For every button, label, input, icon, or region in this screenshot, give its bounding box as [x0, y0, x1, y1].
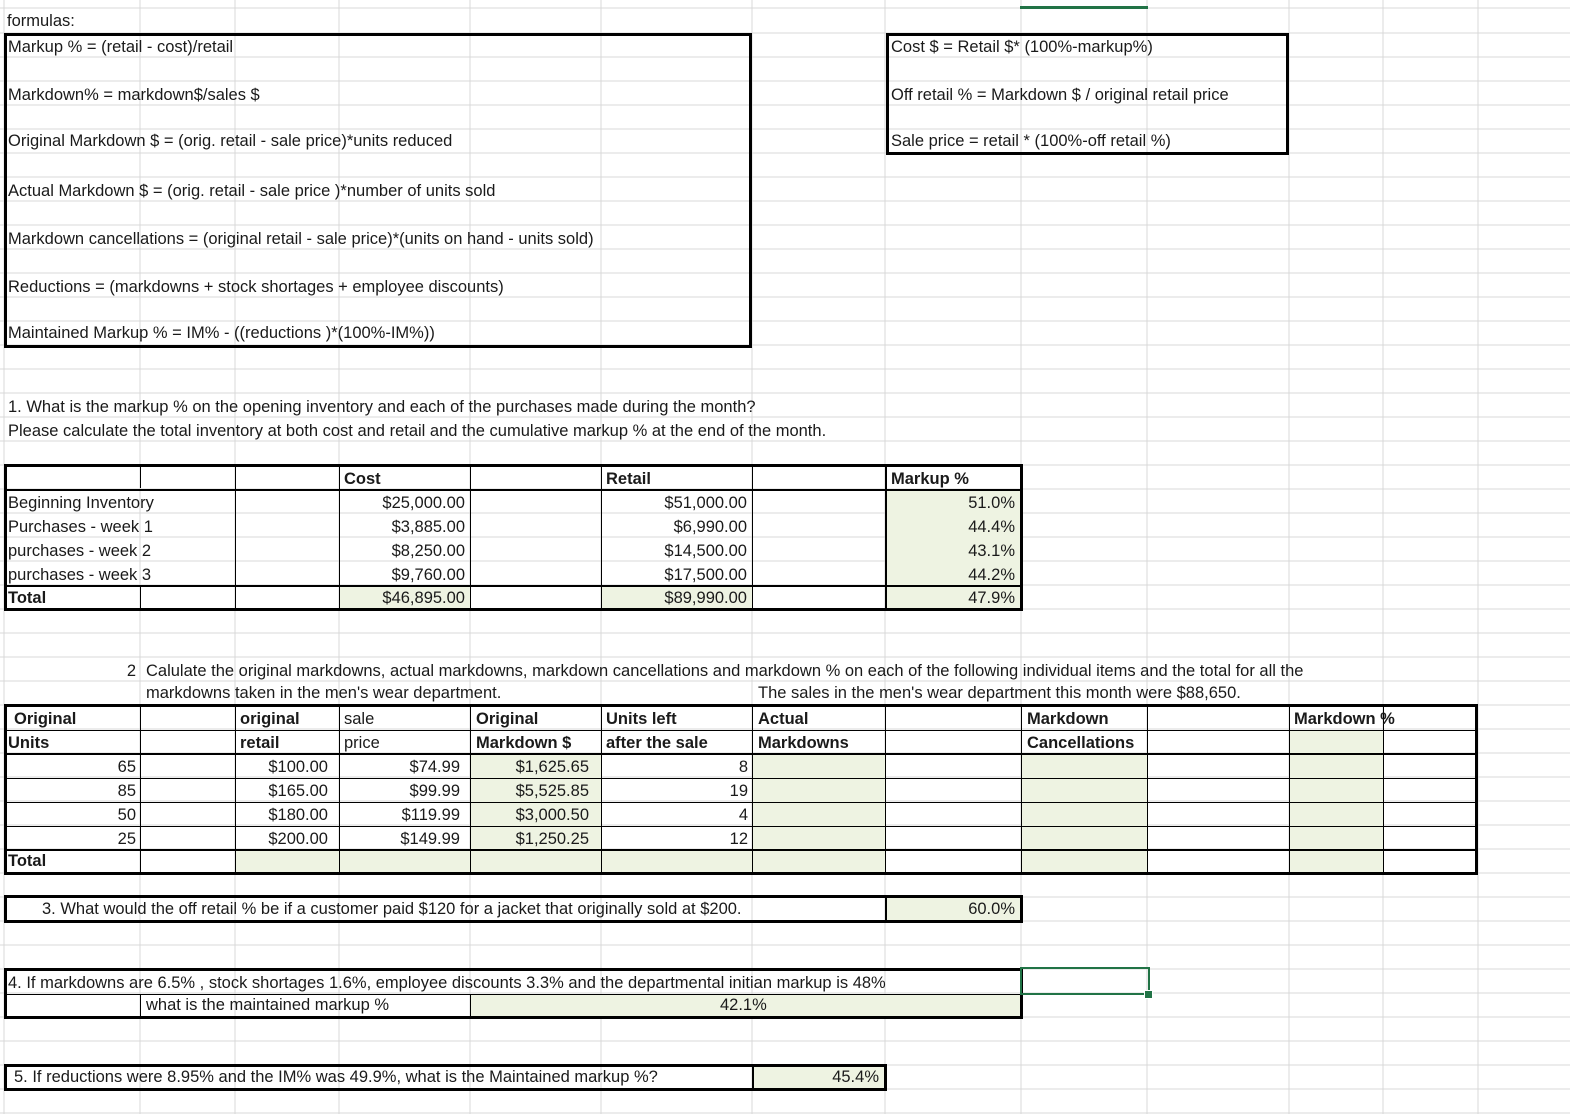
q2-header-divider: [4, 753, 1478, 755]
q1-row-cost[interactable]: $8,250.00: [391, 542, 465, 560]
q1-question-line2[interactable]: Please calculate the total inventory at both cost and retail and the cumulative markup % at the end of the month.: [8, 422, 827, 440]
q2-row-retail[interactable]: $180.00: [268, 806, 328, 824]
q5-question[interactable]: 5. If reductions were 8.95% and the IM% was 49.9%, what is the Maintained markup %?: [14, 1068, 658, 1086]
column-selection-indicator: [1020, 6, 1148, 9]
q2-row-divider: [4, 730, 1478, 731]
q2-row-units-left[interactable]: 8: [738, 758, 748, 776]
q2-sales-note[interactable]: The sales in the men's wear department this month were $88,650.: [758, 684, 1241, 702]
q1-total-divider: [4, 585, 1023, 587]
q1-row-cost[interactable]: $25,000.00: [382, 494, 465, 512]
q2-row-divider: [4, 778, 1478, 779]
formula-original-markdown[interactable]: Original Markdown $ = (orig. retail - sale price)*units reduced: [8, 132, 453, 150]
q3-question[interactable]: 3. What would the off retail % be if a customer paid $120 for a jacket that originally sold at $200.: [42, 900, 742, 918]
q2-total-fill: [1289, 851, 1383, 873]
q1-total-label[interactable]: Total: [8, 589, 47, 607]
q1-header-retail[interactable]: Retail: [606, 470, 651, 488]
formulas-title: formulas:: [7, 12, 75, 30]
formula-markdown-pct[interactable]: Markdown% = markdown$/sales $: [8, 86, 260, 104]
q2-vline: [1147, 704, 1148, 875]
q1-row-retail[interactable]: $6,990.00: [673, 518, 747, 536]
q2-question-line1[interactable]: Calulate the original markdowns, actual markdowns, markdown cancellations and markdown % on each of the following individual items and the total for all the: [146, 662, 1304, 680]
q2-header-omd-1[interactable]: Original: [476, 710, 539, 728]
q2-header-retail-1[interactable]: original: [240, 710, 300, 728]
q1-header-divider: [4, 489, 1023, 491]
q1-row-markup[interactable]: 51.0%: [968, 494, 1015, 512]
formula-cost[interactable]: Cost $ = Retail $* (100%-markup%): [891, 38, 1153, 56]
q1-vline: [140, 586, 141, 610]
q2-row-orig-markdown[interactable]: $1,250.25: [515, 830, 589, 848]
q2-total-fill: [235, 851, 752, 873]
q2-row-units-left[interactable]: 12: [729, 830, 748, 848]
q2-row-units[interactable]: 50: [117, 806, 136, 824]
q1-header-cost[interactable]: Cost: [344, 470, 381, 488]
q1-total-cost[interactable]: $46,895.00: [382, 589, 465, 607]
q2-row-divider: [4, 802, 1478, 803]
q2-row-retail[interactable]: $165.00: [268, 782, 328, 800]
q2-vline: [752, 704, 753, 875]
q1-row-markup[interactable]: 43.1%: [968, 542, 1015, 560]
formula-off-retail[interactable]: Off retail % = Markdown $ / original retail price: [891, 86, 1229, 104]
q2-header-left-2[interactable]: after the sale: [606, 734, 708, 752]
q1-row-markup[interactable]: 44.2%: [968, 566, 1015, 584]
q1-row-retail[interactable]: $14,500.00: [664, 542, 747, 560]
q2-vline: [1021, 704, 1022, 875]
q2-header-sale-1[interactable]: sale: [344, 710, 375, 728]
fill-handle[interactable]: [1144, 990, 1153, 999]
q2-row-units[interactable]: 85: [117, 782, 136, 800]
q2-vline: [885, 704, 886, 875]
q5-answer[interactable]: 45.4%: [832, 1068, 879, 1086]
q2-question-line2[interactable]: markdowns taken in the men's wear department.: [146, 684, 502, 702]
q2-row-retail[interactable]: $100.00: [268, 758, 328, 776]
q1-question-line1[interactable]: 1. What is the markup % on the opening inventory and each of the purchases made during the month?: [8, 398, 756, 416]
q2-header-left-1[interactable]: Units left: [606, 710, 677, 728]
q2-total-label[interactable]: Total: [8, 852, 47, 870]
q2-total-fill: [752, 851, 885, 873]
q2-row-units[interactable]: 25: [117, 830, 136, 848]
q2-header-units-1[interactable]: Original: [14, 710, 77, 728]
q2-row-sale[interactable]: $119.99: [401, 806, 460, 824]
q1-row-label[interactable]: purchases - week 2: [8, 542, 152, 560]
q2-row-orig-markdown[interactable]: $1,625.65: [515, 758, 589, 776]
formula-markdown-cancellations[interactable]: Markdown cancellations = (original retail - sale price)*(units on hand - units sold): [8, 230, 594, 248]
q2-header-actual-1[interactable]: Actual: [758, 710, 809, 728]
q4-answer[interactable]: 42.1%: [720, 996, 767, 1014]
q2-row-sale[interactable]: $99.99: [409, 782, 460, 800]
q2-row-units-left[interactable]: 4: [738, 806, 748, 824]
q2-header-cancel-1[interactable]: Markdown: [1027, 710, 1109, 728]
q2-number[interactable]: 2: [126, 662, 136, 680]
formula-maintained-markup[interactable]: Maintained Markup % = IM% - ((reductions )*(100%-IM%)): [8, 324, 435, 342]
active-cell-selection[interactable]: [1020, 967, 1150, 995]
q1-row-label[interactable]: Beginning Inventory: [8, 494, 154, 512]
q1-vline: [235, 464, 236, 611]
formula-markup[interactable]: Markup % = (retail - cost)/retail: [8, 38, 234, 56]
q2-row-divider: [4, 826, 1478, 827]
q2-total-fill: [1021, 851, 1147, 873]
q2-row-orig-markdown[interactable]: $5,525.85: [515, 782, 589, 800]
q1-vline: [470, 464, 471, 611]
q1-row-retail[interactable]: $51,000.00: [664, 494, 747, 512]
q2-row-units-left[interactable]: 19: [729, 782, 748, 800]
q1-row-label[interactable]: Purchases - week 1: [8, 518, 153, 536]
q2-header-markdown-pct[interactable]: Markdown %: [1294, 710, 1395, 728]
q4-question-line1[interactable]: 4. If markdowns are 6.5% , stock shortages 1.6%, employee discounts 3.3% and the departmental initian markup is 48%: [8, 974, 886, 992]
q1-header-markup[interactable]: Markup %: [891, 470, 969, 488]
q1-vline: [140, 464, 141, 488]
q1-total-markup[interactable]: 47.9%: [968, 589, 1015, 607]
q2-header-sale-2[interactable]: price: [344, 734, 380, 752]
q1-row-cost[interactable]: $3,885.00: [391, 518, 465, 536]
q1-total-retail[interactable]: $89,990.00: [664, 589, 747, 607]
q2-header-actual-2[interactable]: Markdowns: [758, 734, 849, 752]
q2-header-units-2[interactable]: Units: [8, 734, 50, 752]
q2-header-omd-2[interactable]: Markdown $: [476, 734, 572, 752]
formula-reductions[interactable]: Reductions = (markdowns + stock shortages + employee discounts): [8, 278, 504, 296]
q2-vline: [140, 704, 141, 875]
q2-row-retail[interactable]: $200.00: [268, 830, 328, 848]
q1-row-markup[interactable]: 44.4%: [968, 518, 1015, 536]
q2-cancel-fill: [1021, 755, 1147, 851]
q2-actual-fill: [752, 755, 885, 851]
q4-question-line2[interactable]: what is the maintained markup %: [146, 996, 390, 1014]
q4-vline: [140, 994, 141, 1018]
q2-vline: [1289, 704, 1290, 875]
formula-sale-price[interactable]: Sale price = retail * (100%-off retail %): [891, 132, 1171, 150]
q2-row-sale[interactable]: $149.99: [400, 830, 460, 848]
q4-vline: [470, 994, 471, 1018]
q1-row-retail[interactable]: $17,500.00: [664, 566, 747, 584]
q3-answer[interactable]: 60.0%: [968, 900, 1015, 918]
q2-pct-fill: [1289, 731, 1383, 851]
q2-header-retail-2[interactable]: retail: [240, 734, 280, 752]
q1-row-cost[interactable]: $9,760.00: [391, 566, 465, 584]
q2-row-units[interactable]: 65: [117, 758, 136, 776]
q1-vline: [752, 464, 753, 611]
q1-row-label[interactable]: purchases - week 3: [8, 566, 152, 584]
formula-actual-markdown[interactable]: Actual Markdown $ = (orig. retail - sale price )*number of units sold: [8, 182, 496, 200]
q2-header-cancel-2[interactable]: Cancellations: [1027, 734, 1135, 752]
q2-row-orig-markdown[interactable]: $3,000.50: [515, 806, 589, 824]
q2-row-sale[interactable]: $74.99: [409, 758, 460, 776]
